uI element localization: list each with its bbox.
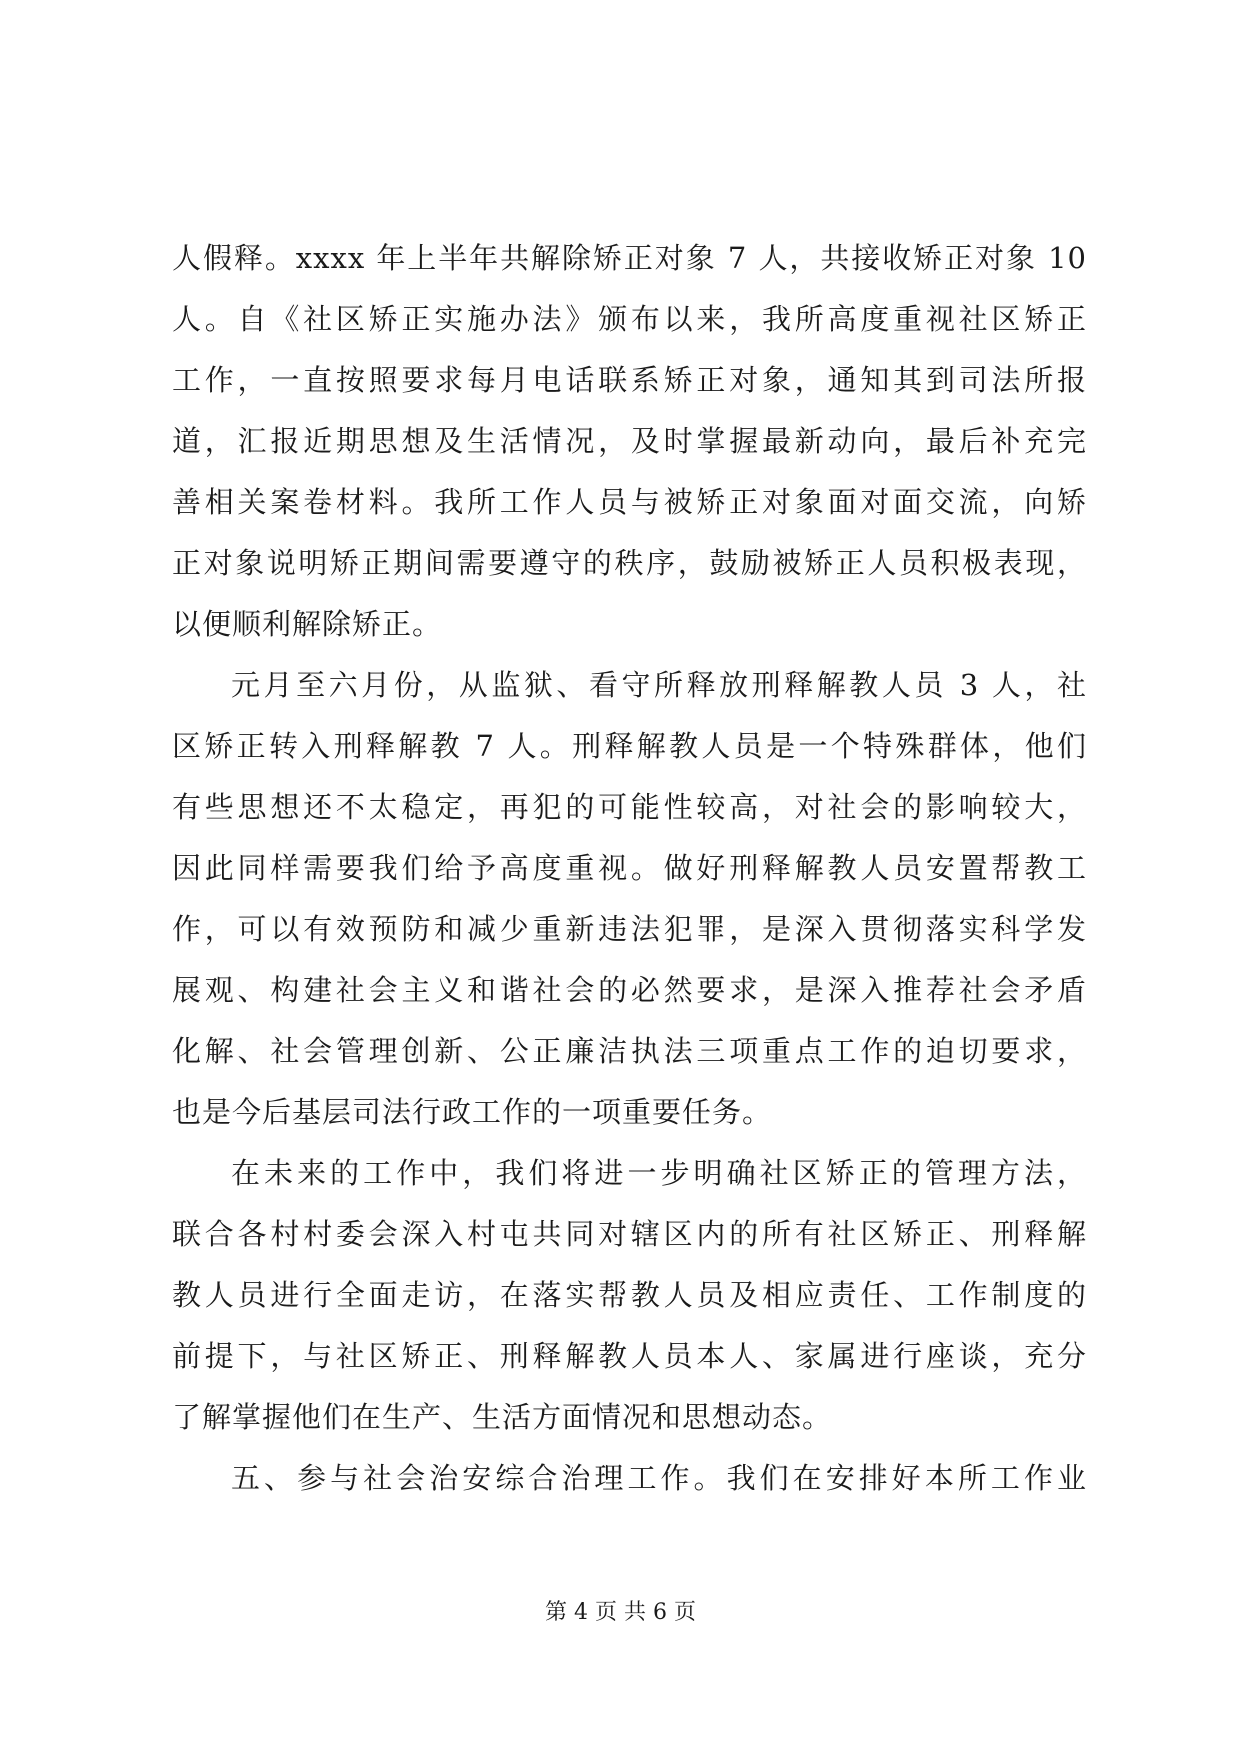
text-line: 人假释。xxxx 年上半年共解除矫正对象 7 人，共接收矫正对象 10 bbox=[172, 241, 1087, 275]
page-footer: 第 4 页 共 6 页 bbox=[545, 1600, 696, 1625]
text-line: 化解、社会管理创新、公正廉洁执法三项重点工作的迫切要求， bbox=[172, 1034, 1087, 1068]
text-line: 展观、构建社会主义和谐社会的必然要求，是深入推荐社会矛盾 bbox=[172, 973, 1087, 1007]
text-line: 区矫正转入刑释解教 7 人。刑释解教人员是一个特殊群体，他们 bbox=[172, 729, 1087, 763]
text-line: 善相关案卷材料。我所工作人员与被矫正对象面对面交流，向矫 bbox=[172, 485, 1087, 519]
text-line: 工作，一直按照要求每月电话联系矫正对象，通知其到司法所报 bbox=[172, 363, 1087, 397]
text-line: 五、参与社会治安综合治理工作。我们在安排好本所工作业 bbox=[231, 1461, 1087, 1495]
text-line: 作，可以有效预防和减少重新违法犯罪，是深入贯彻落实科学发 bbox=[172, 912, 1087, 946]
text-line: 了解掌握他们在生产、生活方面情况和思想动态。 bbox=[172, 1400, 833, 1434]
text-line: 前提下，与社区矫正、刑释解教人员本人、家属进行座谈，充分 bbox=[172, 1339, 1087, 1373]
text-line: 联合各村村委会深入村屯共同对辖区内的所有社区矫正、刑释解 bbox=[172, 1217, 1087, 1251]
text-line: 以便顺利解除矫正。 bbox=[172, 607, 443, 641]
text-line: 人。自《社区矫正实施办法》颁布以来，我所高度重视社区矫正 bbox=[172, 302, 1087, 336]
text-line: 道，汇报近期思想及生活情况，及时掌握最新动向，最后补充完 bbox=[172, 424, 1087, 458]
text-line: 教人员进行全面走访，在落实帮教人员及相应责任、工作制度的 bbox=[172, 1278, 1087, 1312]
text-line: 在未来的工作中，我们将进一步明确社区矫正的管理方法， bbox=[231, 1156, 1087, 1190]
text-line: 有些思想还不太稳定，再犯的可能性较高，对社会的影响较大， bbox=[172, 790, 1087, 824]
text-line: 正对象说明矫正期间需要遵守的秩序，鼓励被矫正人员积极表现， bbox=[172, 546, 1087, 580]
text-line: 也是今后基层司法行政工作的一项重要任务。 bbox=[172, 1095, 773, 1129]
text-line: 因此同样需要我们给予高度重视。做好刑释解教人员安置帮教工 bbox=[172, 851, 1087, 885]
document-body bbox=[172, 228, 1087, 1509]
text-line: 元月至六月份，从监狱、看守所释放刑释解教人员 3 人，社 bbox=[231, 668, 1087, 702]
